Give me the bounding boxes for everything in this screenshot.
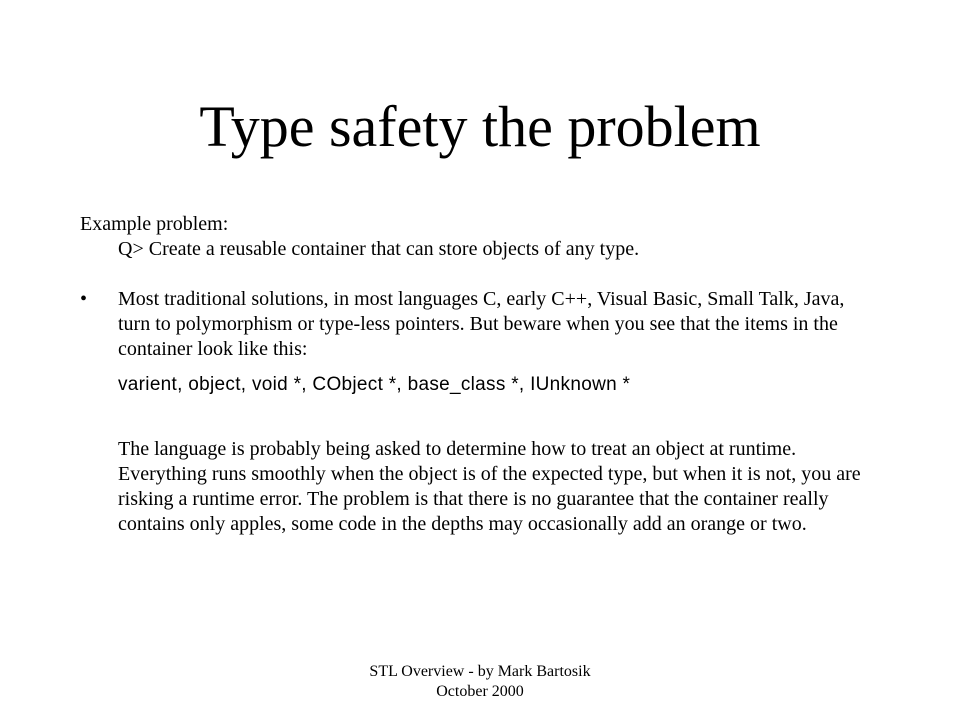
bullet-icon: • (80, 288, 88, 310)
bullet-text: Most traditional solutions, in most languages C, early C++, Visual Basic, Small Talk, Java, turn to polymorphism or type-less pointers. But beware when you see that the items in the container look like this: (118, 288, 845, 360)
slide-title: Type safety the problem (199, 94, 761, 159)
example-block (80, 212, 880, 262)
slide-footer (0, 662, 960, 702)
footer-author: STL Overview - by Mark Bartosik (369, 663, 591, 680)
footer-date: October 2000 (436, 683, 524, 700)
example-label: Example problem: (80, 213, 229, 235)
bullet-item (80, 287, 880, 537)
code-type-list: varient, object, void *, CObject *, base_class *, IUnknown * (118, 374, 631, 395)
slide-body (80, 212, 880, 537)
explanation-paragraph: The language is probably being asked to determine how to treat an object at runtime. Everything runs smoothly when the object is of the expected type, but when it is not, you are risking a runtime error. The problem is that there is no guarantee that the container really contains only apples, some code in the depths may occasionally add an orange or two. (118, 438, 861, 535)
example-question: Q> Create a reusable container that can store objects of any type. (118, 238, 640, 260)
